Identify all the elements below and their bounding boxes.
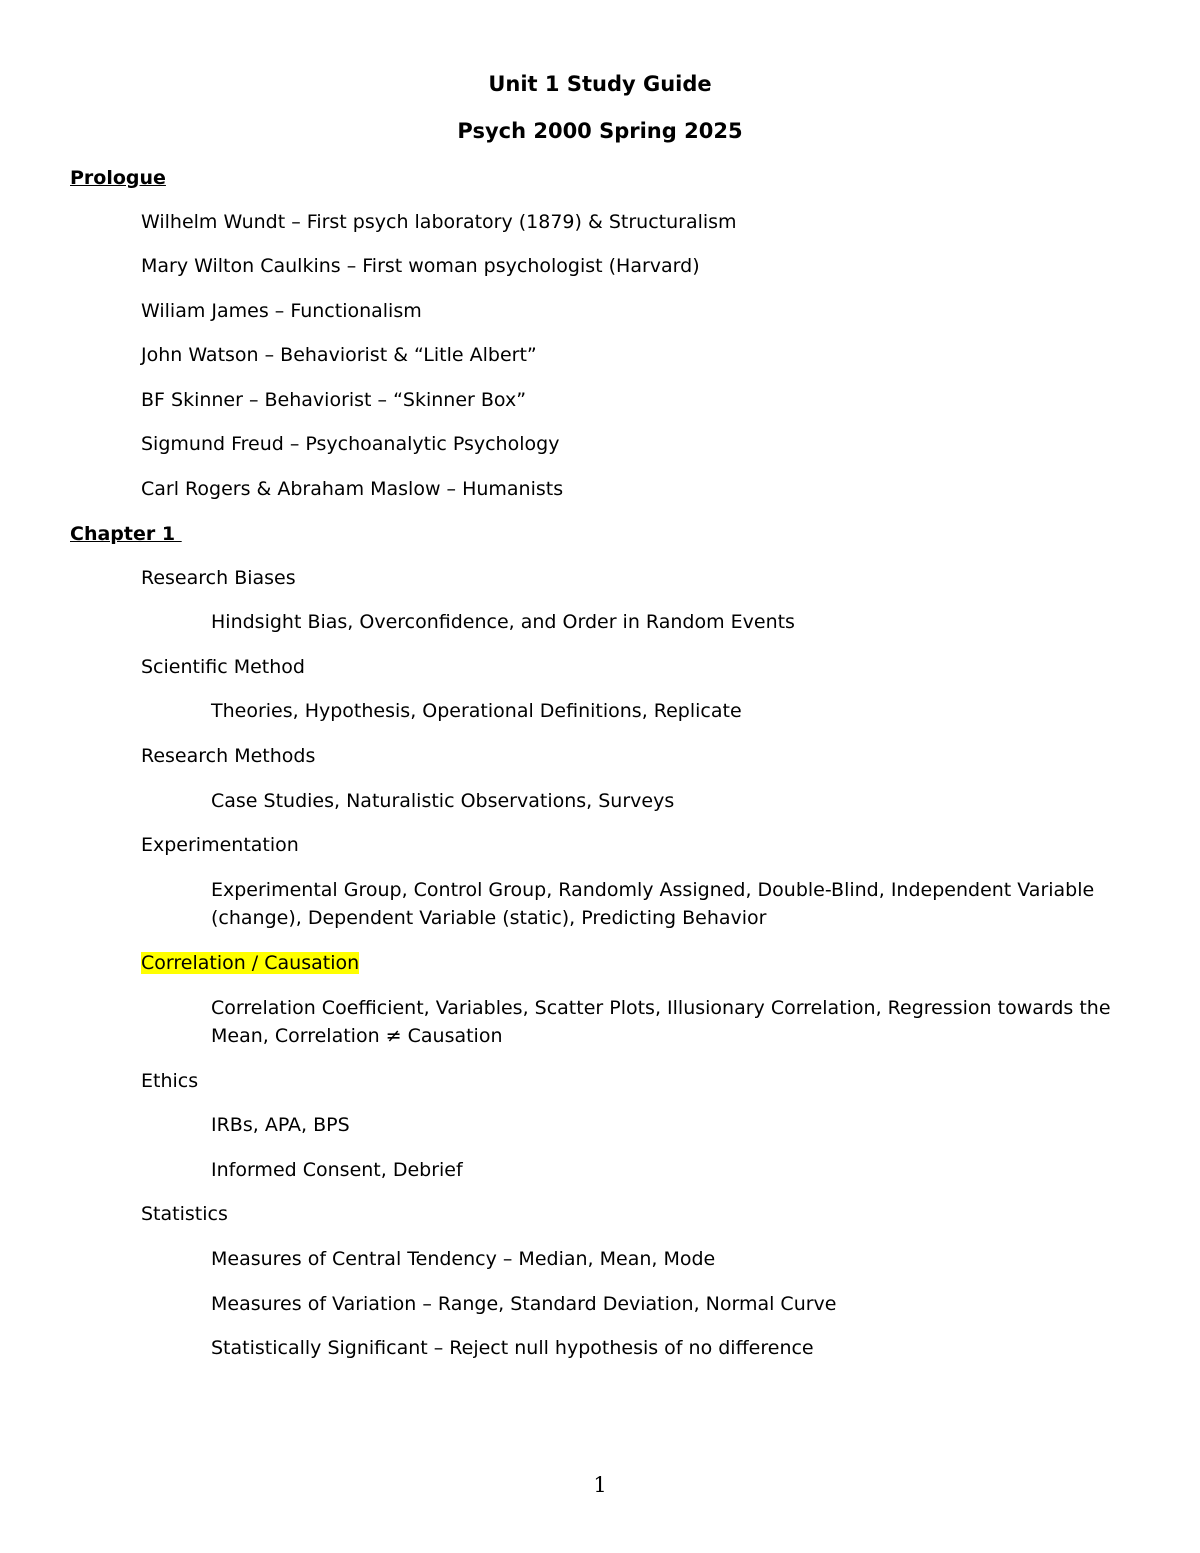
section-title-ethics: Ethics [141, 1070, 199, 1092]
section-detail: Case Studies, Naturalistic Observations, Surveys [211, 790, 675, 812]
prologue-item: Sigmund Freud – Psychoanalytic Psychology [141, 433, 560, 455]
prologue-item: Wilhelm Wundt – First psych laboratory (1879) & Structuralism [141, 211, 737, 233]
document-title: Unit 1 Study Guide [488, 72, 712, 96]
section-detail: Experimental Group, Control Group, Randomly Assigned, Double-Blind, Independent Variable (change), Dependent Variable (static), Predicting Behavior [211, 879, 1095, 929]
section-detail: Statistically Significant – Reject null hypothesis of no difference [211, 1337, 814, 1359]
section-detail: Correlation Coefficient, Variables, Scatter Plots, Illusionary Correlation, Regression towards the Mean, Correlation ≠ Causation [211, 997, 1111, 1047]
document-subtitle: Psych 2000 Spring 2025 [457, 119, 743, 143]
section-detail: Measures of Central Tendency – Median, Mean, Mode [211, 1248, 716, 1270]
highlighted-text: Correlation / Causation [141, 952, 360, 974]
prologue-item: John Watson – Behaviorist & “Litle Albert” [141, 344, 537, 366]
section-title-correlation-causation [141, 949, 359, 977]
prologue-item: BF Skinner – Behaviorist – “Skinner Box” [141, 389, 527, 411]
section-title-experimentation: Experimentation [141, 834, 299, 856]
prologue-heading: Prologue [70, 167, 166, 189]
prologue-item: Wiliam James – Functionalism [141, 300, 422, 322]
page-number: 1 [593, 1473, 607, 1497]
section-detail: Informed Consent, Debrief [211, 1159, 463, 1181]
section-title-statistics: Statistics [141, 1203, 228, 1225]
section-title-scientific-method: Scientific Method [141, 656, 305, 678]
section-title-research-biases: Research Biases [141, 567, 296, 589]
chapter1-heading: Chapter 1 [70, 523, 182, 545]
prologue-item: Mary Wilton Caulkins – First woman psychologist (Harvard) [141, 255, 700, 277]
section-detail: Measures of Variation – Range, Standard Deviation, Normal Curve [211, 1293, 837, 1315]
section-detail: IRBs, APA, BPS [211, 1114, 350, 1136]
section-detail: Hindsight Bias, Overconfidence, and Order in Random Events [211, 611, 795, 633]
section-detail: Theories, Hypothesis, Operational Definitions, Replicate [211, 700, 742, 722]
section-title-research-methods: Research Methods [141, 745, 316, 767]
prologue-item: Carl Rogers & Abraham Maslow – Humanists [141, 478, 564, 500]
